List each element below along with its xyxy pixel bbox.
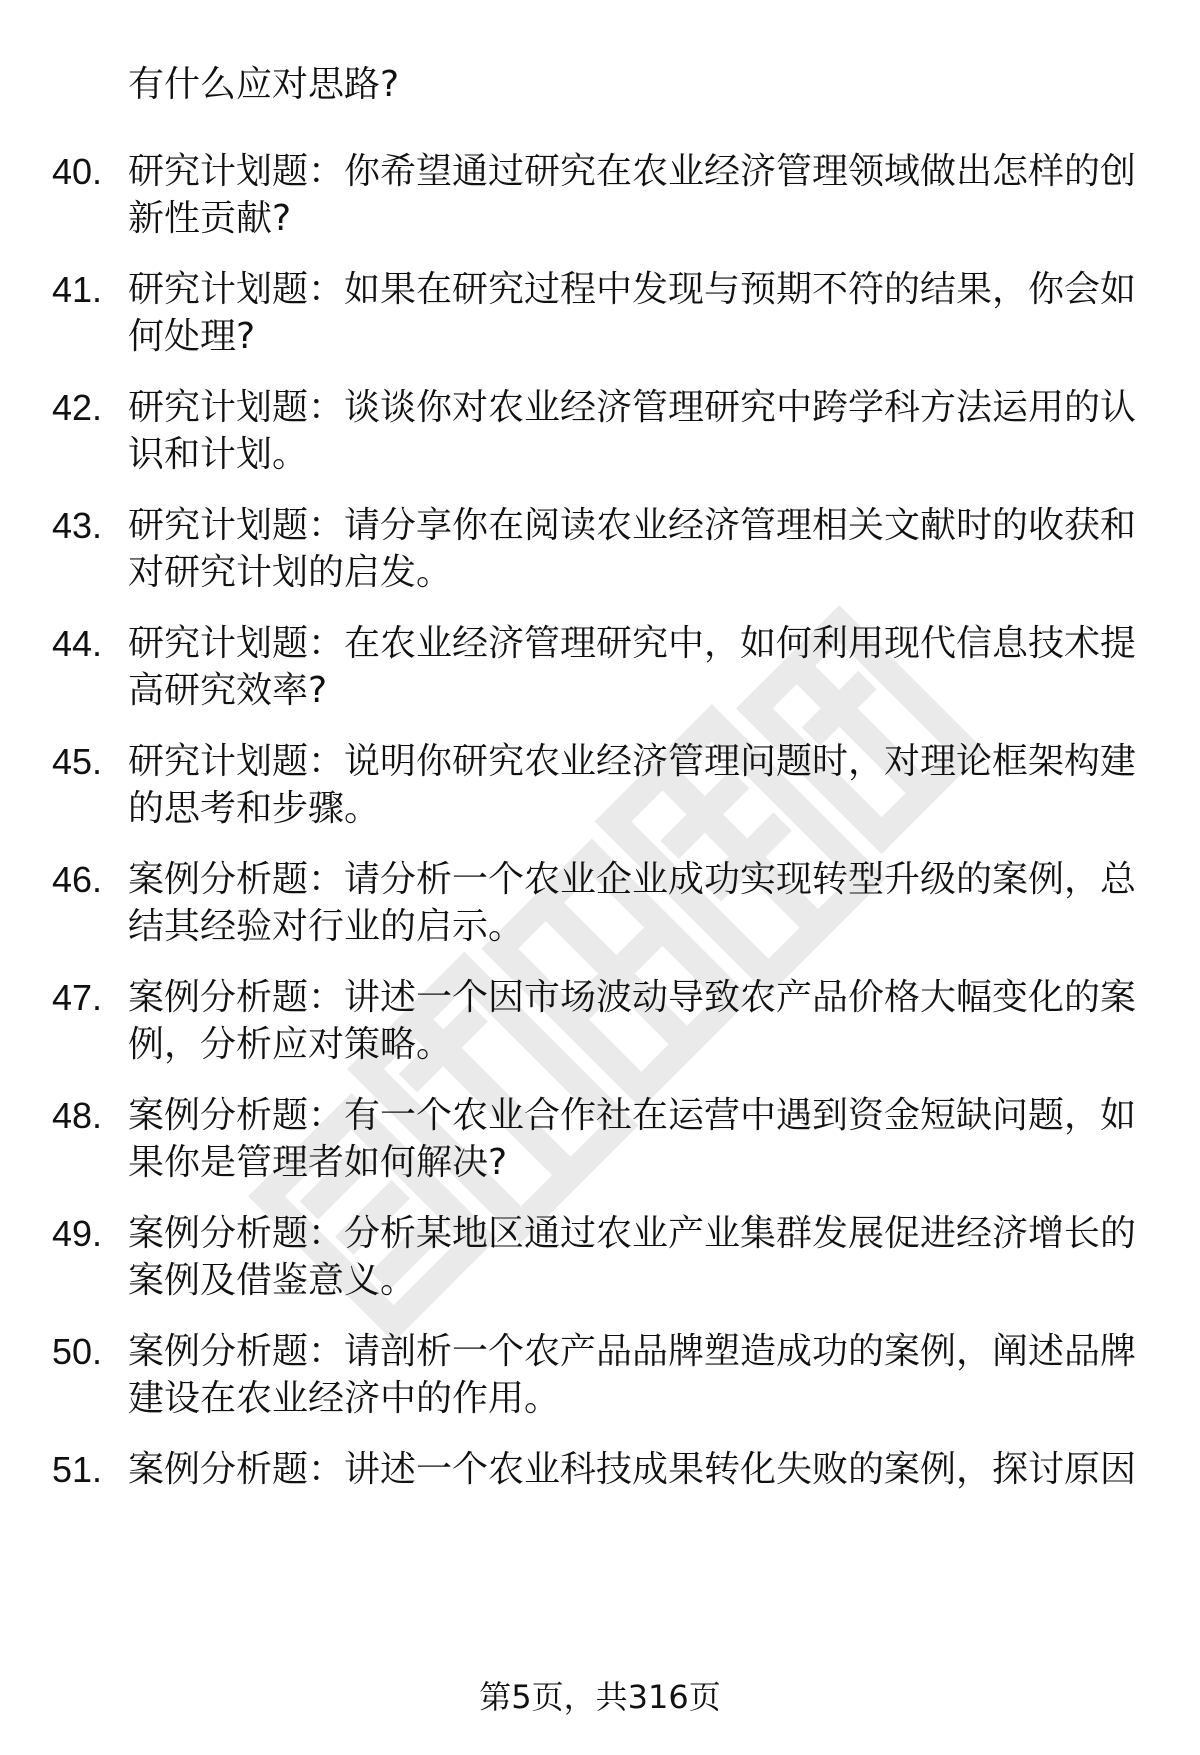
question-text-line: 案例分析题：讲述一个因市场波动导致农产品价格大幅变化的案 bbox=[128, 977, 1137, 1018]
question-text-line: 研究计划题：你希望通过研究在农业经济管理领域做出怎样的创 bbox=[128, 151, 1137, 192]
question-text-line: 案例分析题：有一个农业合作社在运营中遇到资金短缺问题，如 bbox=[128, 1095, 1137, 1136]
question-number: 40. bbox=[52, 151, 103, 192]
question-text-line: 果你是管理者如何解决? bbox=[128, 1142, 508, 1183]
question-text-line: 案例分析题：分析某地区通过农业产业集群发展促进经济增长的 bbox=[128, 1213, 1137, 1254]
question-text-line: 研究计划题：如果在研究过程中发现与预期不符的结果，你会如 bbox=[128, 269, 1137, 310]
list-item bbox=[0, 147, 1200, 277]
list-item bbox=[0, 855, 1200, 985]
question-text-line: 例，分析应对策略。 bbox=[128, 1024, 453, 1065]
list-item bbox=[0, 1445, 1200, 1505]
question-text-line: 研究计划题：说明你研究农业经济管理问题时，对理论框架构建 bbox=[128, 741, 1137, 782]
question-number: 51. bbox=[52, 1449, 103, 1490]
list-item bbox=[0, 619, 1200, 749]
question-text-line: 案例分析题：讲述一个农业科技成果转化失败的案例，探讨原因 bbox=[128, 1449, 1137, 1490]
continued-question-text: 有什么应对思路? bbox=[128, 64, 400, 105]
question-text-line: 案例分析题：请分析一个农业企业成功实现转型升级的案例，总 bbox=[128, 859, 1137, 900]
question-number: 47. bbox=[52, 977, 103, 1018]
question-text-line: 识和计划。 bbox=[128, 434, 309, 475]
question-text-line: 结其经验对行业的启示。 bbox=[128, 906, 525, 947]
list-item bbox=[0, 265, 1200, 395]
question-number: 41. bbox=[52, 269, 103, 310]
question-number: 46. bbox=[52, 859, 103, 900]
question-text-line: 建设在农业经济中的作用。 bbox=[128, 1378, 561, 1419]
question-text-line: 新性贡献? bbox=[128, 198, 292, 239]
question-text-line: 的思考和步骤。 bbox=[128, 788, 381, 829]
question-number: 50. bbox=[52, 1331, 103, 1372]
question-text-line: 研究计划题：谈谈你对农业经济管理研究中跨学科方法运用的认 bbox=[128, 387, 1137, 428]
question-text-line: 研究计划题：在农业经济管理研究中，如何利用现代信息技术提 bbox=[128, 623, 1137, 664]
question-number: 48. bbox=[52, 1095, 103, 1136]
question-number: 44. bbox=[52, 623, 103, 664]
question-text-line: 案例及借鉴意义。 bbox=[128, 1260, 417, 1301]
list-item bbox=[0, 1327, 1200, 1457]
list-item bbox=[0, 1091, 1200, 1221]
question-text-line: 高研究效率? bbox=[128, 670, 328, 711]
list-item bbox=[0, 973, 1200, 1103]
list-item bbox=[0, 737, 1200, 867]
question-text-line: 案例分析题：请剖析一个农产品品牌塑造成功的案例，阐述品牌 bbox=[128, 1331, 1137, 1372]
question-text-line: 何处理? bbox=[128, 316, 256, 357]
page-number-footer: 第5页，共316页 bbox=[479, 1678, 721, 1716]
list-item bbox=[0, 383, 1200, 513]
question-number: 49. bbox=[52, 1213, 103, 1254]
question-text-line: 研究计划题：请分享你在阅读农业经济管理相关文献时的收获和 bbox=[128, 505, 1137, 546]
question-number: 45. bbox=[52, 741, 103, 782]
question-number: 43. bbox=[52, 505, 103, 546]
list-item bbox=[0, 501, 1200, 631]
list-item bbox=[0, 1209, 1200, 1339]
question-number: 42. bbox=[52, 387, 103, 428]
question-text-line: 对研究计划的启发。 bbox=[128, 552, 453, 593]
